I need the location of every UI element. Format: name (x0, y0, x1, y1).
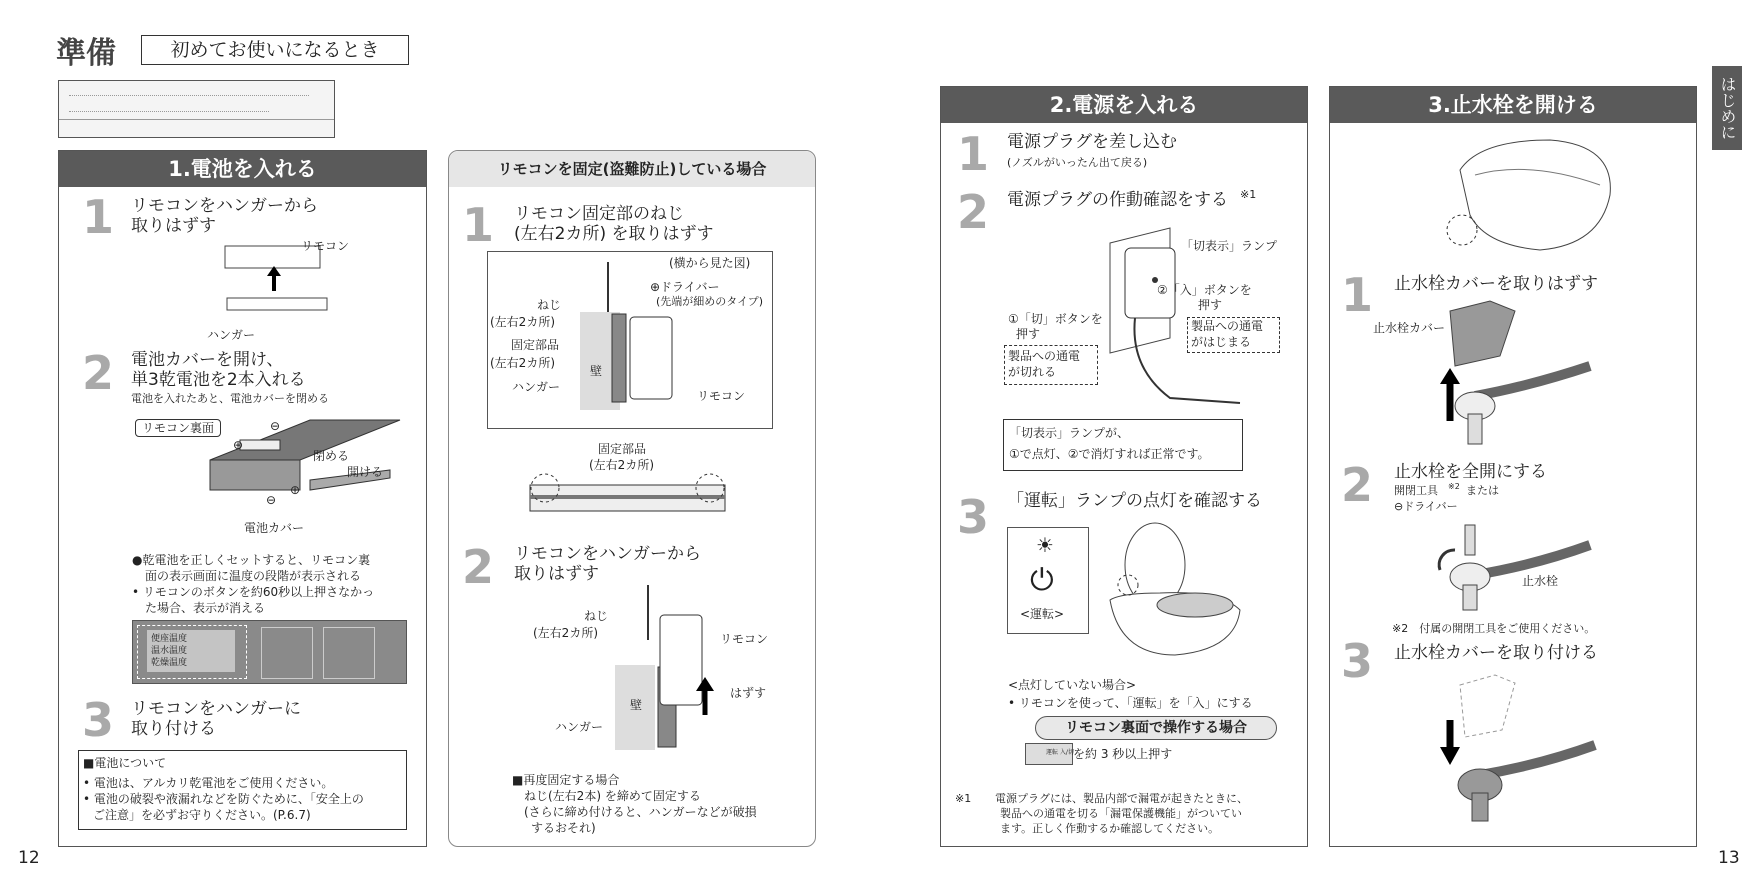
screw-label: ねじ (584, 609, 609, 623)
lamp-label: 「切表示」ランプ (1181, 239, 1278, 253)
wall-label: 壁 (630, 698, 643, 712)
fixing-label: 固定部品 (511, 338, 560, 352)
step-number: 2 (957, 185, 990, 239)
valve-open-illustration (1415, 515, 1595, 615)
valve-cover-illustration (1430, 296, 1590, 456)
step-text: 電池カバーを開け、 (131, 350, 284, 370)
step-text: 取り付ける (131, 719, 216, 739)
driver-sublabel: (先端が細めのタイプ) (656, 295, 764, 308)
toilet-top-illustration (1440, 135, 1630, 255)
step-text: 「運転」ランプの点灯を確認する (1007, 491, 1262, 511)
fixing-bottom-label: 固定部品 (598, 442, 647, 456)
step-text: 取りはずす (514, 564, 599, 584)
refix-line: (さらに締め付けると、ハンガーなどが破損 (524, 805, 757, 819)
check-text: 「切表示」ランプが、 (1009, 426, 1130, 440)
step-number: 2 (462, 540, 495, 594)
power-button-text: 運転 入/切 (1046, 749, 1074, 756)
remote-screen-illustration (132, 620, 407, 684)
power-off-text: 製品への通電 (1008, 349, 1081, 363)
step-text: 止水栓を全開にする (1394, 462, 1547, 482)
operation-label: <運転> (1020, 607, 1065, 621)
side-tab (1712, 66, 1742, 150)
fixing-sublabel: (左右2カ所) (490, 356, 555, 370)
on-button-label: ②「入」ボタンを (1157, 283, 1252, 297)
front-view-illustration (525, 470, 735, 520)
step-number: 3 (957, 490, 990, 544)
step-number: 1 (462, 198, 495, 252)
back-operation-label: リモコン裏面で操作する場合 (1035, 716, 1277, 740)
wall-label: 壁 (590, 364, 603, 378)
accessory-note: ※2 付属の開閉工具をご使用ください。 (1392, 622, 1596, 635)
driver-label: ⊕ドライバー (650, 280, 720, 294)
note-mark: ※1 (1240, 188, 1257, 201)
step-text: (左右2カ所) を取りはずす (514, 224, 714, 244)
battery-info-line: ご注意」を必ずお守りください。(P.6.7) (93, 808, 311, 822)
off-button-label: 押す (1016, 327, 1041, 341)
page-number-left: 12 (18, 848, 40, 868)
power-off-text: が切れる (1008, 365, 1057, 379)
remote-label: リモコン (697, 389, 746, 403)
footnote-text: 製品への通電を切る「漏電保護機能」がついてい (1000, 807, 1242, 820)
fixing-bottom-sublabel: (左右2カ所) (589, 458, 654, 472)
valve-cover-attach-illustration (1430, 675, 1600, 825)
step-text: リモコンをハンガーに (131, 699, 301, 719)
hanger-label: ハンガー (555, 720, 604, 734)
remove-label: はずす (730, 686, 767, 700)
valve-label: 止水栓 (1522, 574, 1559, 588)
step-text: 電源プラグを差し込む (1007, 132, 1177, 152)
note-mark: ※2 (1448, 482, 1460, 491)
step-number: 2 (1341, 458, 1374, 512)
step-number: 1 (1341, 268, 1374, 322)
footnote-text: 電源プラグには、製品内部で漏電が起きたときに、 (995, 792, 1248, 805)
step-subtext: 電池を入れたあと、電池カバーを閉める (131, 392, 329, 405)
side-view-label: (横から見た図) (669, 256, 751, 270)
minus-mark: ⊖ (266, 493, 277, 507)
plus-mark: ⊕ (290, 483, 301, 497)
hanger-label: ハンガー (207, 328, 256, 342)
step-subtext: ⊖ドライバー (1394, 500, 1458, 513)
step-number: 2 (82, 346, 115, 400)
battery-info-title: ■電池について (83, 756, 167, 770)
step-text: リモコンをハンガーから (514, 544, 701, 564)
step-number: 3 (82, 693, 115, 747)
power-panel-title: 2.電源を入れる (941, 87, 1307, 123)
side-tab-label: はじめに (1718, 76, 1737, 140)
battery-cover-label: 電池カバー (244, 521, 305, 535)
screw-sublabel: (左右2カ所) (533, 626, 598, 640)
remove-illustration (610, 585, 720, 755)
step-number: 3 (1341, 634, 1374, 688)
refix-title: ■再度固定する場合 (512, 773, 620, 787)
toilet-illustration (1100, 525, 1250, 665)
step-text: 止水栓カバーを取り付ける (1394, 643, 1598, 663)
step-number: 1 (82, 190, 115, 244)
battery-info-line: • 電池の破裂や液漏れなどを防ぐために、「安全上の (83, 792, 364, 806)
page-title: 準備 (56, 36, 116, 71)
lamp-icon: ☀ (1036, 533, 1054, 557)
minus-mark: ⊖ (270, 419, 281, 433)
note-text: ●乾電池を正しくセットすると、リモコン裏 (132, 553, 371, 567)
step-text: 単3乾電池を2本入れる (131, 370, 306, 390)
note-text: 面の表示画面に温度の段階が表示される (145, 569, 362, 583)
screen-row: 便座温度 (151, 634, 188, 644)
not-lit-title: <点灯していない場合> (1008, 678, 1137, 692)
open-label: 開ける (347, 465, 384, 479)
hanger-label: ハンガー (512, 380, 561, 394)
footnote-text: ます。正しく作動するか確認してください。 (1000, 822, 1220, 835)
power-on-text: がはじまる (1191, 335, 1252, 349)
note-text: • リモコンのボタンを約60秒以上押さなかっ (132, 585, 375, 599)
step-number: 1 (957, 127, 990, 181)
footnote-mark: ※1 (955, 792, 972, 805)
valve-cover-label: 止水栓カバー (1373, 321, 1446, 335)
on-button-label: 押す (1198, 298, 1223, 312)
plus-mark: ⊕ (233, 438, 244, 452)
battery-info-line: • 電池は、アルカリ乾電池をご使用ください。 (83, 776, 334, 790)
power-on-text: 製品への通電 (1191, 319, 1264, 333)
remote-label: リモコン (301, 239, 350, 253)
press-text: を約 3 秒以上押す (1073, 747, 1173, 761)
remote-back-label: リモコン裏面 (135, 419, 221, 437)
battery-panel-title: 1.電池を入れる (59, 151, 426, 187)
close-label: 閉める (313, 449, 350, 463)
remote-label: リモコン (720, 632, 769, 646)
remote-control-illustration (58, 80, 335, 138)
screw-sublabel: (左右2カ所) (490, 315, 555, 329)
step-text: リモコン固定部のねじ (514, 204, 684, 224)
step-subtext: 開閉工具 (1394, 484, 1438, 497)
screen-row: 乾燥温度 (151, 658, 188, 668)
step-text: 電源プラグの作動確認をする (1007, 190, 1228, 210)
fixed-remote-panel-title: リモコンを固定(盗難防止)している場合 (449, 151, 815, 187)
screw-label: ねじ (537, 298, 562, 312)
page-number-right: 13 (1718, 848, 1740, 868)
step-subtext: (ノズルがいったん出て戻る) (1007, 156, 1148, 169)
off-button-label: ①「切」ボタンを (1008, 312, 1103, 326)
battery-illustration (210, 410, 410, 510)
step-text: 取りはずす (131, 216, 216, 236)
power-button-icon (1025, 743, 1073, 765)
refix-line: するおそれ) (531, 821, 596, 835)
not-lit-text: • リモコンを使って、「運転」を「入」にする (1008, 696, 1253, 710)
page-subtitle: 初めてお使いになるとき (141, 35, 409, 65)
step-text: 止水栓カバーを取りはずす (1394, 274, 1598, 294)
power-icon: ⏻ (1030, 563, 1054, 598)
step-subtext: または (1466, 484, 1499, 497)
refix-line: ねじ(左右2本) を締めて固定する (524, 789, 701, 803)
step-text: リモコンをハンガーから (131, 196, 318, 216)
check-text: ①で点灯、②で消灯すれば正常です。 (1009, 447, 1210, 461)
screen-row: 温水温度 (151, 646, 188, 656)
note-text: た場合、表示が消える (145, 601, 266, 615)
valve-panel-title: 3.止水栓を開ける (1330, 87, 1696, 123)
